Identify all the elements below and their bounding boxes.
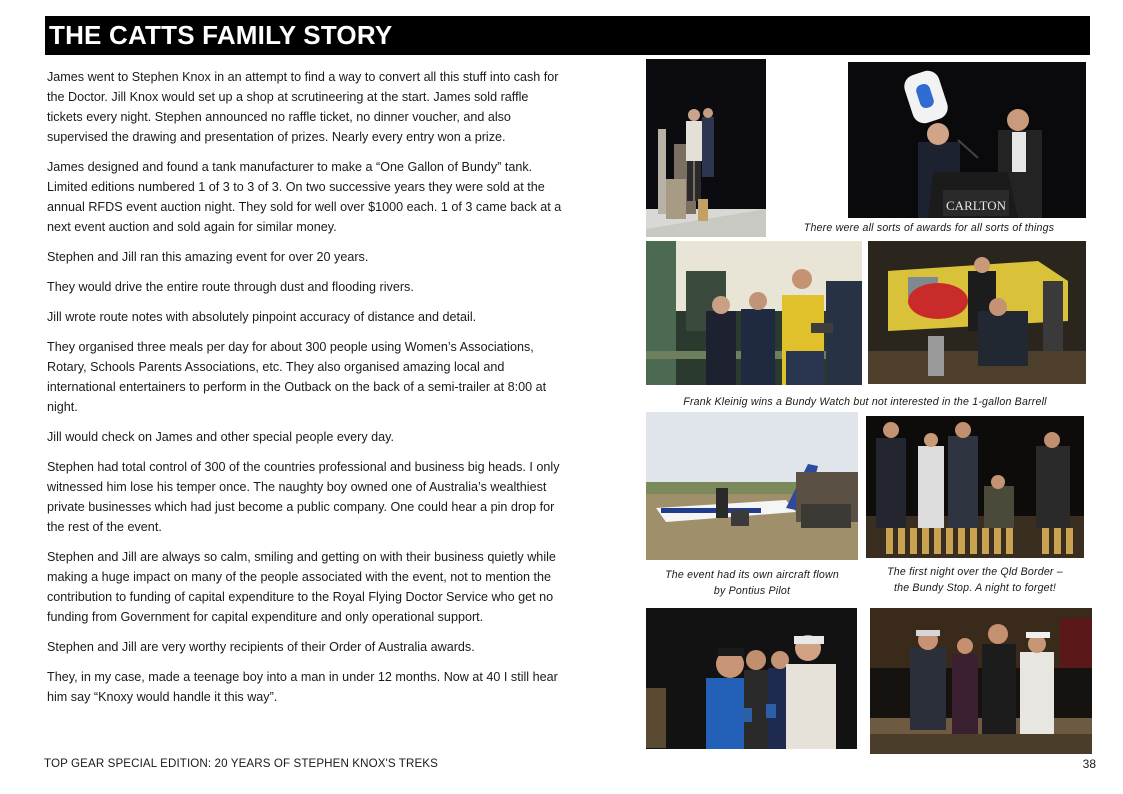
paragraph: Stephen and Jill are always so calm, smiling and getting on with their business quietly while making a huge impact on many of the people associated with the event, not to mention the contribution to funding of capital expenditure to the Royal Flying Doctor Service who get no funding from Government for capital expenditure and only operational support.: [47, 550, 556, 624]
caption-aircraft-line1: The event had its own aircraft flown: [665, 569, 839, 581]
paragraph: Stephen and Jill ran this amazing event for over 20 years.: [47, 250, 369, 264]
paragraph: They, in my case, made a teenage boy into a man in under 12 months. Now at 40 I still hear him say “Knoxy would handle it this way”.: [47, 670, 558, 704]
paragraph: Stephen had total control of 300 of the countries professional and business big heads. I only witnessed him lose his temper once. The naughty boy owned one of Australia’s wealthiest private businesses which had just become a public company. One could hear a pin drop for the rest of the event.: [47, 460, 560, 534]
caption-aircraft-line2: by Pontius Pilot: [713, 585, 791, 597]
caption-border-line2: the Bundy Stop. A night to forget!: [893, 582, 1057, 594]
caption-awards: There were all sorts of awards for all sorts of things: [803, 222, 1055, 234]
caption-bundy-watch: Frank Kleinig wins a Bundy Watch but not interested in the 1-gallon Barrell: [683, 396, 1047, 408]
paragraph: Jill would check on James and other special people every day.: [47, 430, 394, 444]
photo-bundy-stop: [866, 416, 1084, 558]
photo-aircraft: [646, 412, 858, 560]
photo-barrel-car: [868, 241, 1086, 384]
caption-border-line1: The first night over the Qld Border –: [887, 566, 1063, 578]
photo-stage-speaker: [646, 59, 766, 237]
page-title: THE CATTS FAMILY STORY: [45, 16, 1090, 55]
caption-aircraft: [646, 567, 858, 599]
paragraph: They organised three meals per day for about 300 people using Women’s Associations, Rotary, Schools Parents Associations, etc. They also organised amazing local and international entertainers to perform in the Outback on the back of a semi-trailer at 8:00 at night.: [47, 340, 547, 414]
lectern-sign-text: CARLTON: [946, 198, 1006, 213]
photo-group-night: [870, 608, 1092, 754]
paragraph: James designed and found a tank manufacturer to make a “One Gallon of Bundy” tank. Limited editions numbered 1 of 3 to 3 of 3. On two successive years they were sold at the annual RFDS event auction night. They sold for well over $1000 each. 1 of 3 came back at a next event auction and sold again for similar money.: [47, 160, 562, 234]
photo-bundy-watch: [646, 241, 862, 385]
article-body: [47, 67, 567, 717]
photo-award-lectern: [848, 62, 1086, 218]
photo-men-mugs: [646, 608, 857, 749]
paragraph: James went to Stephen Knox in an attempt to find a way to convert all this stuff into cash for the Doctor. Jill Knox would set up a shop at scrutineering at the start. James sold raffle tickets every night. Stephen announced no raffle ticket, no dinner voucher, and also supervised the drawing and presentation of prizes. Nearly every entry won a prize.: [47, 70, 559, 144]
caption-border: [866, 564, 1084, 596]
page-number: 38: [1082, 757, 1096, 771]
paragraph: Stephen and Jill are very worthy recipients of their Order of Australia awards.: [47, 640, 475, 654]
paragraph: Jill wrote route notes with absolutely pinpoint accuracy of distance and detail.: [47, 310, 477, 324]
paragraph: They would drive the entire route through dust and flooding rivers.: [47, 280, 414, 294]
footer-publication: TOP GEAR SPECIAL EDITION: 20 YEARS OF STEPHEN KNOX'S TREKS: [44, 757, 438, 770]
